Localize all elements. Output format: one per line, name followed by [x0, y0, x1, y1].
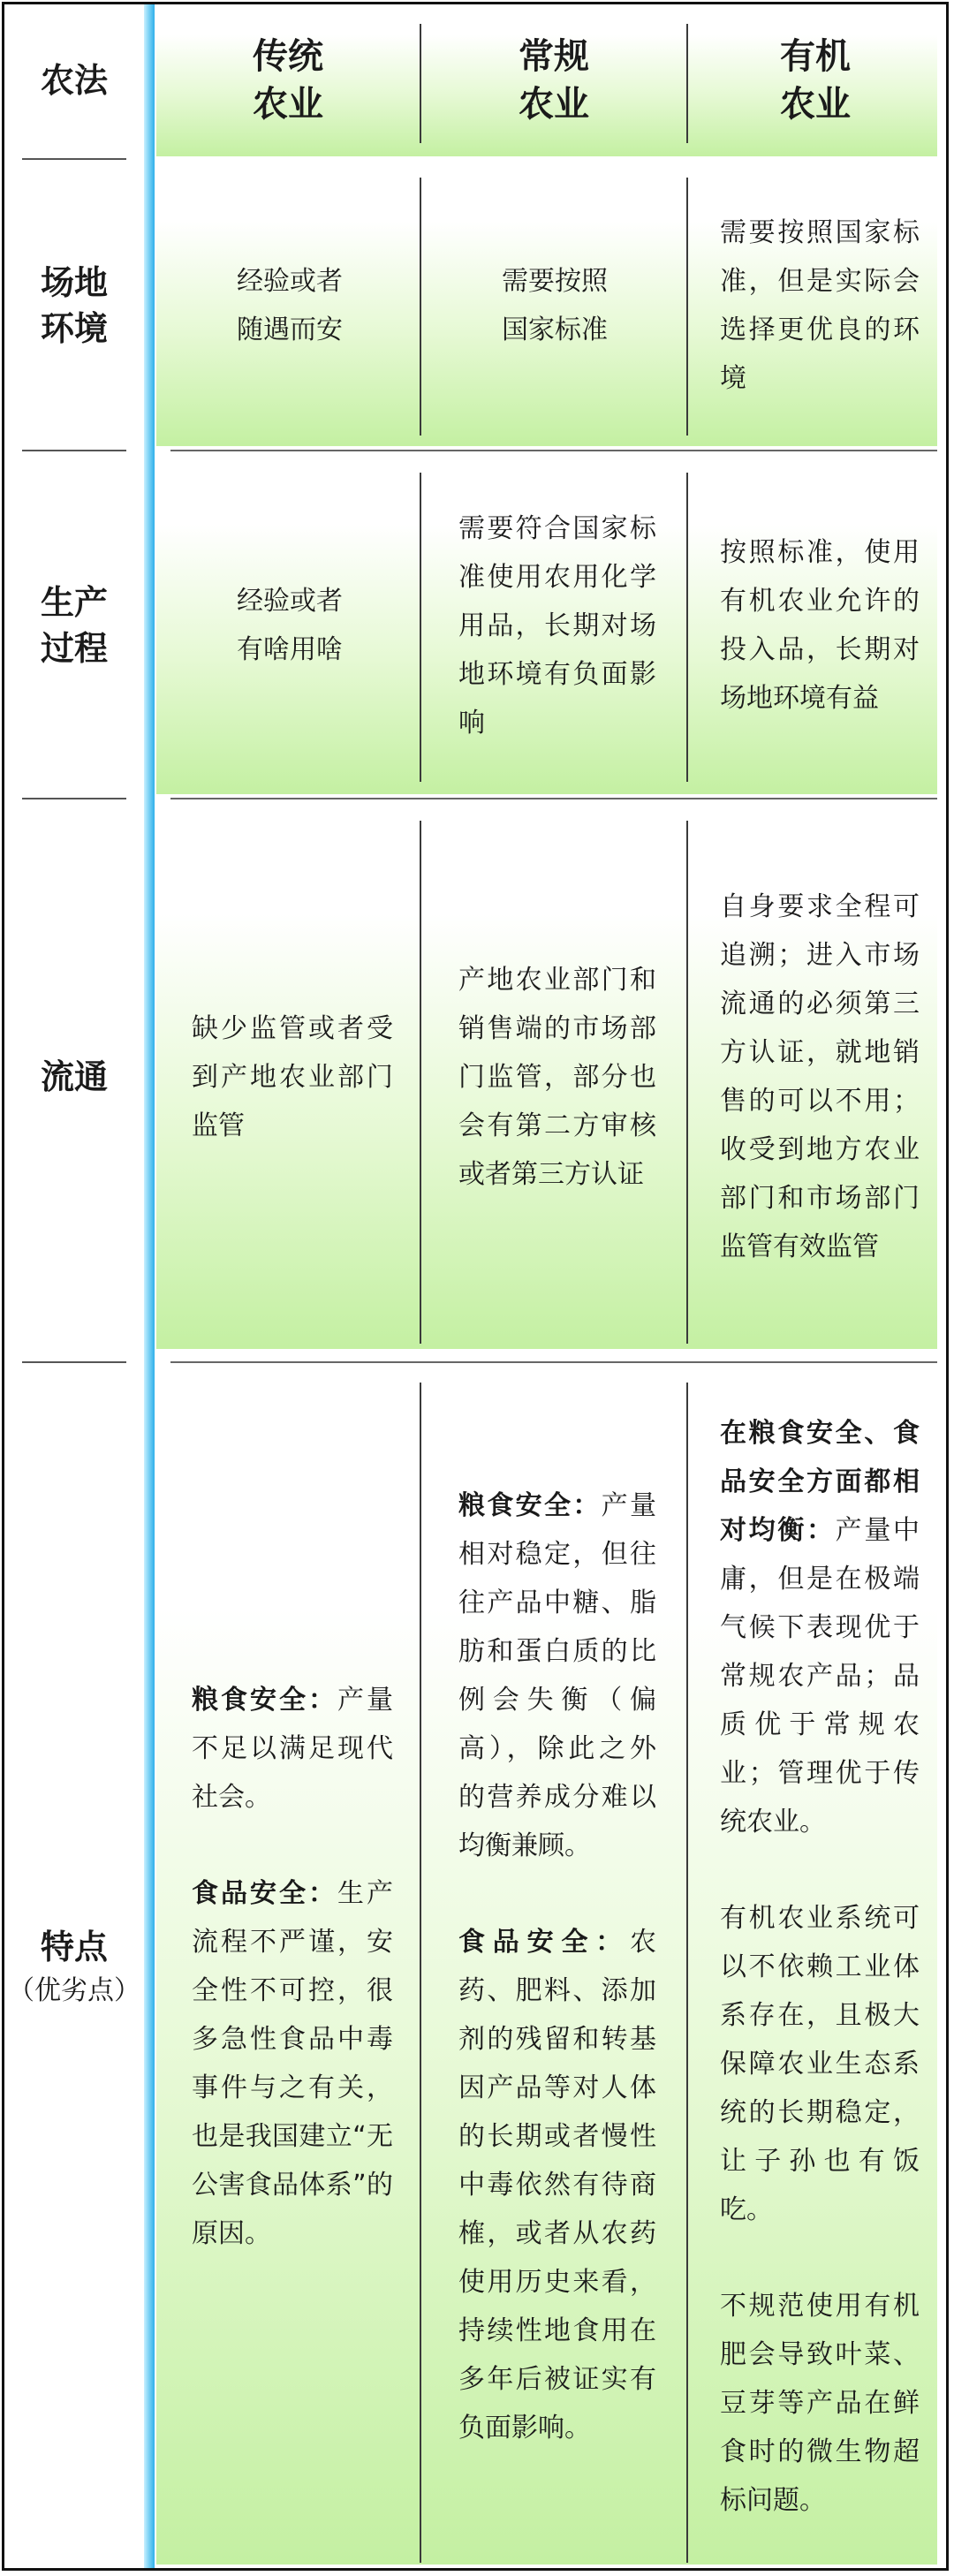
column-divider [686, 24, 688, 143]
paragraph-text: 产量中庸，但是在极端气候下表现优于常规农产品；品质优于常规农业；管理优于传统农业。 [720, 1514, 920, 1837]
paragraph-balance [720, 1409, 920, 1846]
column-divider [686, 1383, 688, 2563]
row-label-circulation-text: 流通 [40, 1057, 108, 1096]
paragraph-grain-safety [458, 1481, 656, 1870]
header-row-label [4, 4, 144, 156]
cell-circulation-conventional: 产地农业部门和销售端的市场部门监管，部分也会有第二方审核或者第三方认证 [458, 964, 656, 1190]
cell-features-conventional [458, 1368, 656, 2565]
paragraph-food-safety [458, 1918, 656, 2452]
column-divider [420, 1383, 421, 2563]
comparison-table [2, 2, 949, 2571]
cell-production-organic: 按照标准，使用有机农业允许的投入品，长期对场地环境有益 [720, 537, 920, 714]
header-row-label-text: 农法 [40, 61, 108, 100]
cell-production-traditional: 经验或者 有啥用啥 [237, 586, 343, 665]
header-conventional: 常规 农业 [519, 36, 589, 125]
row-label-circulation [4, 805, 144, 1349]
row-label-production-text: 生产 过程 [40, 583, 108, 668]
cell-circulation-organic: 自身要求全程可追溯；进入市场流通的必须第三方认证，就地销售的可以不用；收受到地方农业部门和市场部门监管有效监管 [720, 891, 920, 1262]
paragraph-fertilizer-risk [720, 2282, 920, 2525]
cell-features-organic [720, 1368, 920, 2565]
header-traditional: 传统 农业 [253, 36, 323, 125]
paragraph-text: 产量不足以满足现代社会。 [192, 1684, 393, 1813]
row-label-features [4, 1368, 144, 2565]
bold-heading: 在粮食安全、食品安全方面都相对均衡： [720, 1417, 920, 1546]
row-divider [170, 798, 937, 799]
paragraph-text: 不规范使用有机肥会导致叶菜、豆芽等产品在鲜食时的微生物超标问题。 [720, 2290, 920, 2516]
bold-heading: 粮食安全： [458, 1489, 602, 1521]
row-divider [170, 1361, 937, 1363]
cell-production-conventional: 需要符合国家标准使用农用化学用品，长期对场地环境有负面影响 [458, 512, 656, 739]
column-divider [420, 821, 421, 1344]
row-divider [22, 1361, 126, 1363]
row-label-site [4, 165, 144, 446]
column-divider [686, 178, 688, 436]
row-label-features-sub: （优劣点） [8, 1975, 140, 2006]
row-divider [22, 158, 126, 160]
cell-circulation-traditional: 缺少监管或者受到产地农业部门监管 [192, 1012, 393, 1141]
paragraph-food-safety [192, 1869, 393, 2258]
cell-site-organic: 需要按照国家标准，但是实际会选择更优良的环境 [720, 217, 920, 394]
row-divider [170, 450, 937, 451]
bold-heading: 粮食安全： [192, 1684, 337, 1716]
paragraph-text: 生产流程不严谨，安全性不可控，很多急性食品中毒事件与之有关，也是我国建立“无公害食品体系”的原因。 [192, 1877, 393, 2249]
row-label-features-text: 特点 [40, 1928, 108, 1966]
cell-site-traditional: 经验或者 随遇而安 [237, 266, 343, 345]
cell-features-traditional [192, 1368, 393, 2565]
bold-heading: 食品安全： [192, 1877, 337, 1909]
label-column-stripe [144, 4, 155, 2568]
row-divider [22, 798, 126, 799]
column-divider [420, 473, 421, 782]
header-organic: 有机 农业 [780, 36, 851, 125]
row-label-site-text: 场地 环境 [40, 263, 108, 348]
paragraph-text: 产量相对稳定，但往往产品中糖、脂肪和蛋白质的比例会失衡（偏高），除此之外的营养成分难以均衡兼顾。 [458, 1489, 657, 1861]
column-divider [686, 473, 688, 782]
paragraph-text: 有机农业系统可以不依赖工业体系存在，且极大保障农业生态系统的长期稳定，让子孙也有饭吃。 [720, 1902, 920, 2225]
row-divider [22, 450, 126, 451]
paragraph-text: 农药、肥料、添加剂的残留和转基因产品等对人体的长期或者慢性中毒依然有待商榷，或者从农药使用历史来看，持续性地食用在多年后被证实有负面影响。 [458, 1926, 656, 2443]
column-divider [420, 24, 421, 143]
column-divider [686, 821, 688, 1344]
paragraph-ecosystem [720, 1894, 920, 2234]
bold-heading: 食品安全： [458, 1926, 630, 1958]
cell-site-conventional: 需要按照 国家标准 [502, 266, 608, 345]
row-label-production [4, 457, 144, 794]
paragraph-grain-safety [192, 1676, 393, 1822]
column-divider [420, 178, 421, 436]
